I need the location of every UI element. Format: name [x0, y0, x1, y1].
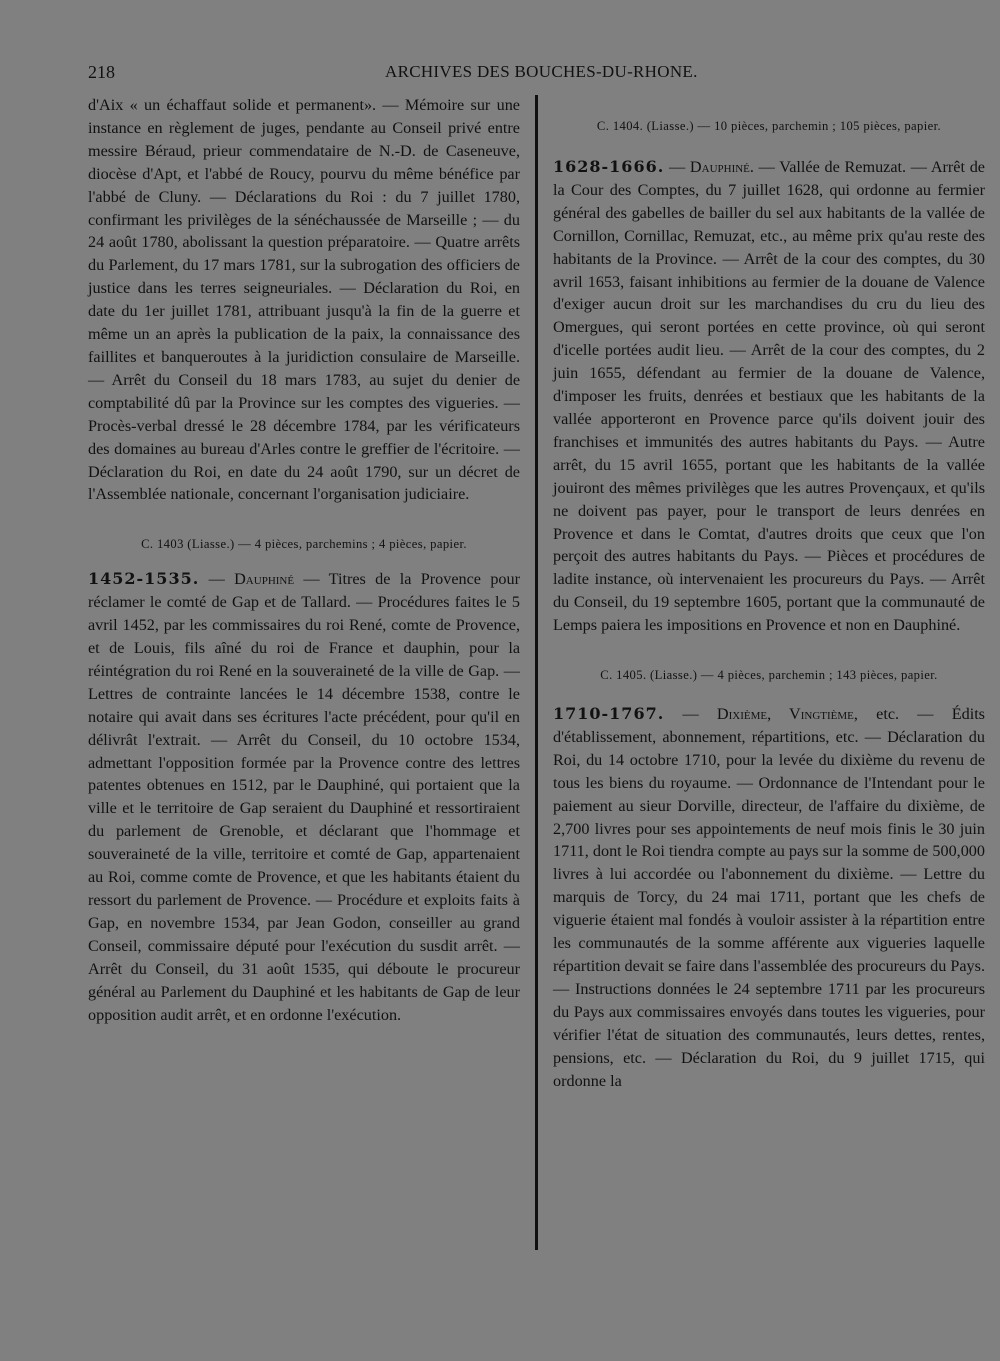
entry-text: — Titres de la Provence pour réclamer le comté de Gap et de Tallard. — Procédures faites le 5 avril 1452, par les commissaires du roi René, comte de Provence, et de Louis, fils aîné du roi de France et dauphin, pour la réintégration du roi René en la souveraineté de la ville de Gap. — Lettres de contrainte lancées le 14 décembre 1538, contre le notaire qui avait dans ses écritures l'acte précédent, pour qu'il en délivrât l'extrait. — Arrêt du Conseil, du 10 octobre 1534, admettant l'opposition formée par la Provence contre des lettres patentes obtenues en 1512, par le Dauphiné, qui portaient que la ville et le territoire de Gap seraient du Dauphiné et ressortiraient du parlement de Grenoble, et déclarant que l'hommage et souveraineté de la ville, territoire et comté de Gap, appartenaient au Roi, comme comte de Provence, et que les habitants étaient du ressort du parlement de Provence. — Procédure et exploits faits à Gap, en novembre 1534, par Jean Godon, conseiller au grand Conseil, commissaire député pour l'exécution du susdit arrêt. — Arrêt du Conseil, du 31 août 1535, qui déboute le procureur général au Parlement du Dauphiné et les habitants de Gap de leur opposition audit arrêt, et en ordonne l'exécution. — [88, 570, 520, 1024]
entry-1710-1767 — [553, 703, 985, 1092]
cote-c1405: C. 1405. (Liasse.) — 4 pièces, parchemin ; 143 pièces, papier. — [600, 668, 938, 683]
entry-heading: — Dixième, Vingtième, — [664, 705, 858, 724]
right-column — [553, 118, 985, 1092]
entry-text: etc. — Édits d'établissement, abonnement, répartitions, etc. — Déclaration du Roi, du 14 octobre 1710, pour la levée du dixième du revenu de tous les biens du royaume. — Ordonnance de l'Intendant pour le paiement au sieur Dorville, directeur, de l'affaire du dixième, de 2,700 livres pour ses appointements de neuf mois finis le 30 juin 1711, dont le Roi tiendra compte au pays sur la somme de 500,000 livres à lui accordée ou l'abonnement du dixième. — Lettre du marquis de Torcy, du 24 mai 1711, portant que les chefs de viguerie étaient mal fondés à vouloir assister à la répartition entre les communautés de la somme afférente aux vigueries laquelle répartition devait se faire dans l'assemblée des procureurs du Pays. — Instructions données le 24 septembre 1711 par les procureurs du Pays aux commissaires envoyés dans toutes les vigueries, pour vérifier l'état de situation des communautés, leurs dettes, rentes, pensions, etc. — Déclaration du Roi, du 9 juillet 1715, qui ordonne la — [553, 705, 985, 1090]
page-number: 218 — [88, 62, 115, 82]
entry-heading: — Dauphiné — [199, 570, 295, 589]
continuation-paragraph: d'Aix « un échaffaut solide et permanent». — Mémoire sur une instance en règlement de juges, pendante au Conseil privé entre messire Béraud, prieur commendataire de N.-D. de Caseneuve, diocèse d'Apt, et l'abbé de Roucy, pourvu du même bénéfice par l'abbé de Cluny. — Déclarations du Roi : du 7 juillet 1780, confirmant les privilèges de la sénéchaussée de Marseille ; — du 24 août 1780, abolissant la question préparatoire. — Quatre arrêts du Parlement, du 17 mars 1781, sur la subrogation des officiers de justice dans les terres seigneuriales. — Déclaration du Roi, en date du 1er juillet 1781, attribuant jusqu'à la fin de la guerre et même un an après la publication de la paix, la connaissance des faillites et banqueroutes à la juridiction consulaire de Marseille. — Arrêt du Conseil du 18 mars 1783, au sujet du denier de comptabilité dû par la Province sur les comptes des vigueries. — Procès-verbal dressé le 28 décembre 1784, par les vérificateurs des domaines au bureau d'Arles contre le greffier de l'écritoire. — Déclaration du Roi, en date du 24 août 1790, sur un décret de l'Assemblée nationale, concernant l'organisation judiciaire. — [88, 96, 520, 504]
entry-dates: 1452-1535. — [88, 569, 200, 589]
entry-dates: 1628-1666. — [553, 157, 665, 176]
cote-c1404: C. 1404. (Liasse.) — 10 pièces, parchemin ; 105 pièces, papier. — [596, 119, 942, 133]
entry-1452-1535 — [88, 568, 520, 1026]
entry-1628-1666 — [553, 156, 985, 637]
column-divider — [535, 95, 538, 1250]
entry-text: — Vallée de Remuzat. — Arrêt de la Cour des Comptes, du 7 juillet 1628, qui ordonne au fermier général des gabelles de bailler du sel aux habitants de la vallée de Cornillon, Cornillac, Remuzat, etc., au même prix qu'au reste des habitants de la Province. — Arrêt de la cour des comptes, du 30 avril 1653, faisant inhibitions au fermier de la douane de Valence d'exiger aucun droit sur les marchandises du cru du lieu des Omergues, qui seront portées en cette province, où qui seront d'icelle portées audit lieu. — Arrêt de la cour des comptes, du 2 juin 1655, défendant au fermier de la douane de Valence, d'imposer les fruits, denrées et bestiaux que les habitants de la vallée apporteront en Provence parce qu'ils doivent jouir des franchises et immunités des autres habitants du Pays. — Autre arrêt, du 15 avril 1655, portant que les habitants de la vallée jouiront des mêmes privilèges que les autres Provençaux, et qu'ils ne doivent pas payer, pour le transport de leurs denrées en Provence et dans le Comtat, d'autres droits que ceux que l'on perçoit des autres habitants du Pays. — Pièces et procédures de ladite instance, où intervenaient les procureurs du Pays. — Arrêt du Conseil, du 19 septembre 1605, portant que la communauté de Lemps paiera les impositions en Provence et non en Dauphiné. — [553, 158, 985, 635]
cote-c1403: C. 1403 (Liasse.) — 4 pièces, parchemins ; 4 pièces, papier. — [141, 537, 467, 552]
entry-heading: — Dauphiné. — [664, 158, 754, 176]
running-title: ARCHIVES DES BOUCHES-DU-RHONE. — [385, 62, 698, 81]
entry-dates: 1710-1767. — [553, 704, 665, 724]
page-header — [0, 62, 1000, 88]
left-column — [88, 94, 520, 1026]
